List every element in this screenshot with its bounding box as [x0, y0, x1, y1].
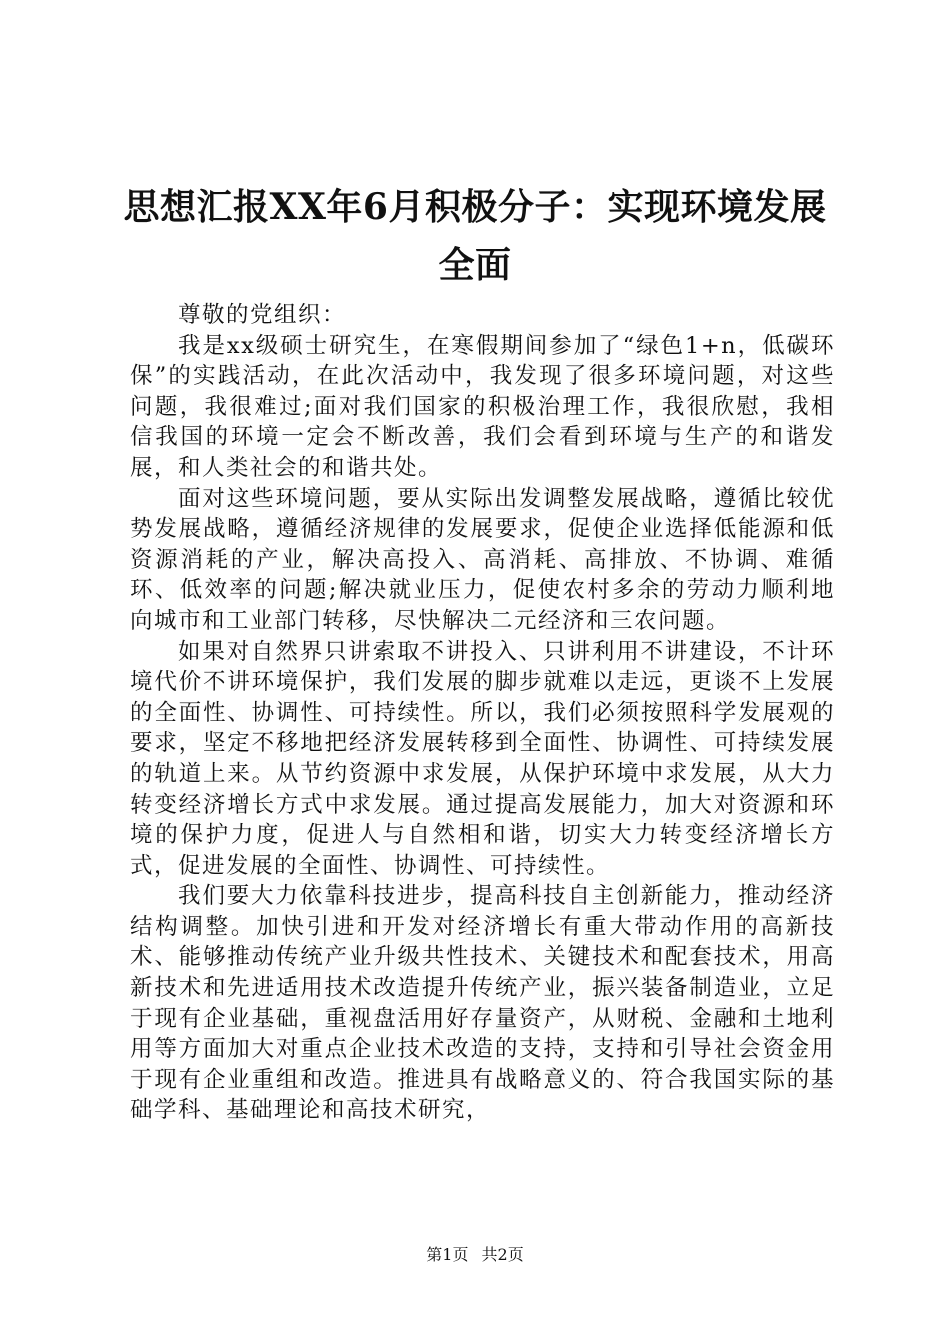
paragraph-4: 我们要大力依靠科技进步，提高科技自主创新能力，推动经济结构调整。加快引进和开发对经济增长有重大带动作用的高新技术、能够推动传统产业升级共性技术、关键技术和配套技术，用高新技术和先进适用技术改造提升传统产业，振兴装备制造业，立足于现有企业基础，重视盘活用好存量资产，从财税、金融和土地利用等方面加大对重点企业技术改造的支持，支持和引导社会资金用于现有企业重组和改造。推进具有战略意义的、符合我国实际的基础学科、基础理论和高技术研究， — [130, 883, 835, 1124]
document-title: 思想汇报XX年6月积极分子：实现环境发展全面 — [123, 186, 827, 286]
page-footer — [0, 1244, 950, 1266]
paragraph-3: 如果对自然界只讲索取不讲投入、只讲利用不讲建设，不计环境代价不讲环境保护，我们发展的脚步就难以走远，更谈不上发展的全面性、协调性、可持续性。所以，我们必须按照科学发展观的要求，坚定不移地把经济发展转移到全面性、协调性、可持续发展的轨道上来。从节约资源中求发展，从保护环境中求发展，从大力转变经济增长方式中求发展。通过提高发展能力，加大对资源和环境的保护力度，促进人与自然相和谐，切实大力转变经济增长方式，促进发展的全面性、协调性、可持续性。 — [130, 638, 835, 879]
document-body — [130, 300, 835, 1126]
salutation: 尊敬的党组织： — [178, 302, 347, 328]
paragraph-2: 面对这些环境问题，要从实际出发调整发展战略，遵循比较优势发展战略，遵循经济规律的发展要求，促使企业选择低能源和低资源消耗的产业，解决高投入、高消耗、高排放、不协调、难循环、低效率的问题;解决就业压力，促使农村多余的劳动力顺利地向城市和工业部门转移，尽快解决二元经济和三农问题。 — [130, 485, 835, 634]
paragraph-1: 我是xx级硕士研究生，在寒假期间参加了“绿色1+n，低碳环保”的实践活动，在此次活动中，我发现了很多环境问题，对这些问题，我很难过;面对我们国家的积极治理工作，我很欣慰，我相信我国的环境一定会不断改善，我们会看到环境与生产的和谐发展，和人类社会的和谐共处。 — [130, 332, 835, 481]
page-number: 第1页 — [426, 1245, 469, 1264]
page-total: 共2页 — [481, 1245, 524, 1264]
